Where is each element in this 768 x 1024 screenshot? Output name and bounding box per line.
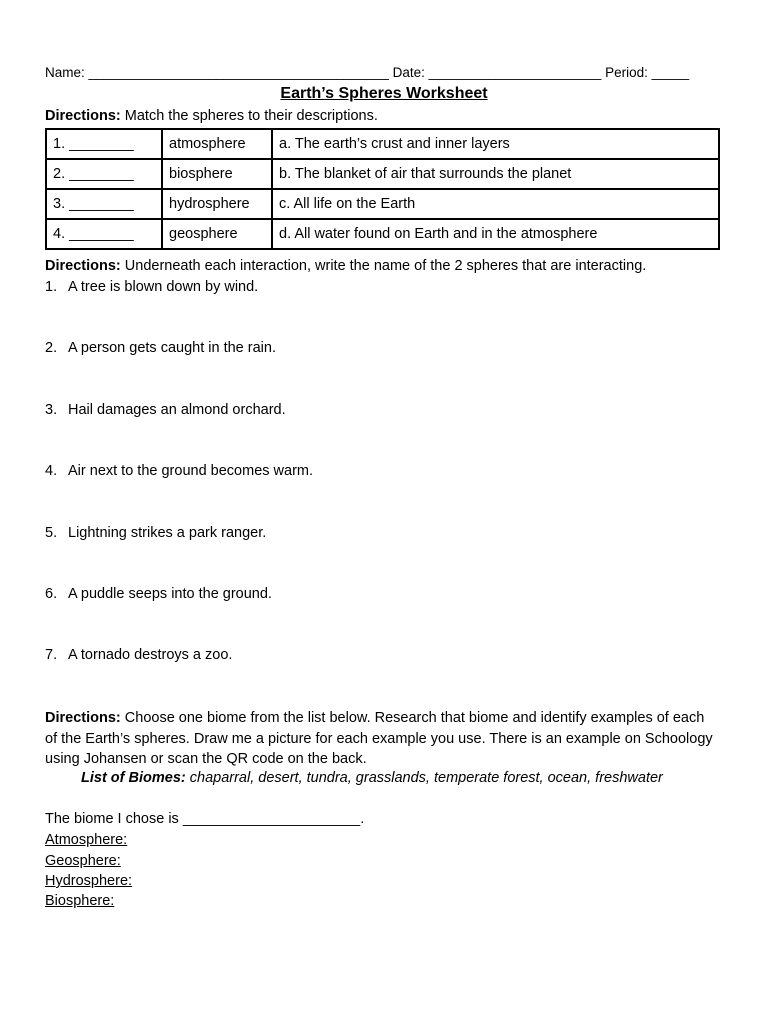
student-info-line xyxy=(45,65,725,80)
table-row xyxy=(46,159,719,189)
directions-text: Underneath each interaction, write the name of the 2 spheres that are interacting. xyxy=(120,258,647,274)
date-field: Date: _______________________ xyxy=(388,65,602,80)
directions-label: Directions: xyxy=(45,108,121,124)
atmosphere-label: Atmosphere: xyxy=(45,832,128,848)
biome-list-items: chaparral, desert, tundra, grasslands, temperate forest, ocean, freshwater xyxy=(185,770,663,786)
hydrosphere-label: Hydrosphere: xyxy=(45,873,133,889)
answer-blank: 2. ________ xyxy=(46,159,162,189)
question-number: 3. xyxy=(45,402,58,418)
question-text: Hail damages an almond orchard. xyxy=(68,402,286,418)
answer-blank: 1. ________ xyxy=(46,129,162,159)
table-row xyxy=(46,129,719,159)
question-item xyxy=(45,340,276,356)
question-text: A tree is blown down by wind. xyxy=(68,279,259,295)
sphere-description: c. All life on the Earth xyxy=(272,189,719,219)
question-item xyxy=(45,647,232,663)
biosphere-label: Biosphere: xyxy=(45,893,115,909)
question-item xyxy=(45,586,272,602)
question-text: Air next to the ground becomes warm. xyxy=(68,463,314,479)
geosphere-label: Geosphere: xyxy=(45,853,121,869)
period-field: Period: _____ xyxy=(601,65,690,80)
table-row xyxy=(46,219,719,249)
question-text: Lightning strikes a park ranger. xyxy=(68,525,267,541)
biome-list xyxy=(81,770,663,786)
answer-blank: 4. ________ xyxy=(46,219,162,249)
question-item xyxy=(45,279,258,295)
question-number: 6. xyxy=(45,586,58,602)
question-number: 7. xyxy=(45,647,58,663)
directions-matching xyxy=(45,108,378,124)
directions-label: Directions: xyxy=(45,710,121,726)
directions-text: Choose one biome from the list below. Research that biome and identify examples of each of the Earth’s spheres. Draw me a picture for each example you use. There is an example on Schoology using Johansen or scan the QR code on the back. xyxy=(45,710,713,767)
question-number: 1. xyxy=(45,279,58,295)
question-item xyxy=(45,463,313,479)
question-number: 4. xyxy=(45,463,58,479)
directions-label: Directions: xyxy=(45,258,121,274)
name-field: Name: ________________________________________ xyxy=(45,65,389,80)
sphere-name: hydrosphere xyxy=(162,189,272,219)
answer-blank: 3. ________ xyxy=(46,189,162,219)
question-text: A puddle seeps into the ground. xyxy=(68,586,272,602)
page-title: Earth’s Spheres Worksheet xyxy=(280,85,488,102)
directions-biome xyxy=(45,708,720,770)
biome-chosen-line: The biome I chose is ______________________. xyxy=(45,811,365,827)
question-number: 5. xyxy=(45,525,58,541)
directions-interactions xyxy=(45,258,646,274)
question-item xyxy=(45,525,266,541)
biome-list-label: List of Biomes: xyxy=(81,770,186,786)
matching-table xyxy=(45,128,720,250)
question-text: A tornado destroys a zoo. xyxy=(68,647,233,663)
sphere-description: b. The blanket of air that surrounds the planet xyxy=(272,159,719,189)
sphere-name: biosphere xyxy=(162,159,272,189)
question-text: A person gets caught in the rain. xyxy=(68,340,276,356)
sphere-description: d. All water found on Earth and in the atmosphere xyxy=(272,219,719,249)
table-row xyxy=(46,189,719,219)
sphere-description: a. The earth’s crust and inner layers xyxy=(272,129,719,159)
directions-text: Match the spheres to their descriptions. xyxy=(120,108,378,124)
question-item xyxy=(45,402,286,418)
sphere-name: atmosphere xyxy=(162,129,272,159)
question-number: 2. xyxy=(45,340,58,356)
sphere-name: geosphere xyxy=(162,219,272,249)
